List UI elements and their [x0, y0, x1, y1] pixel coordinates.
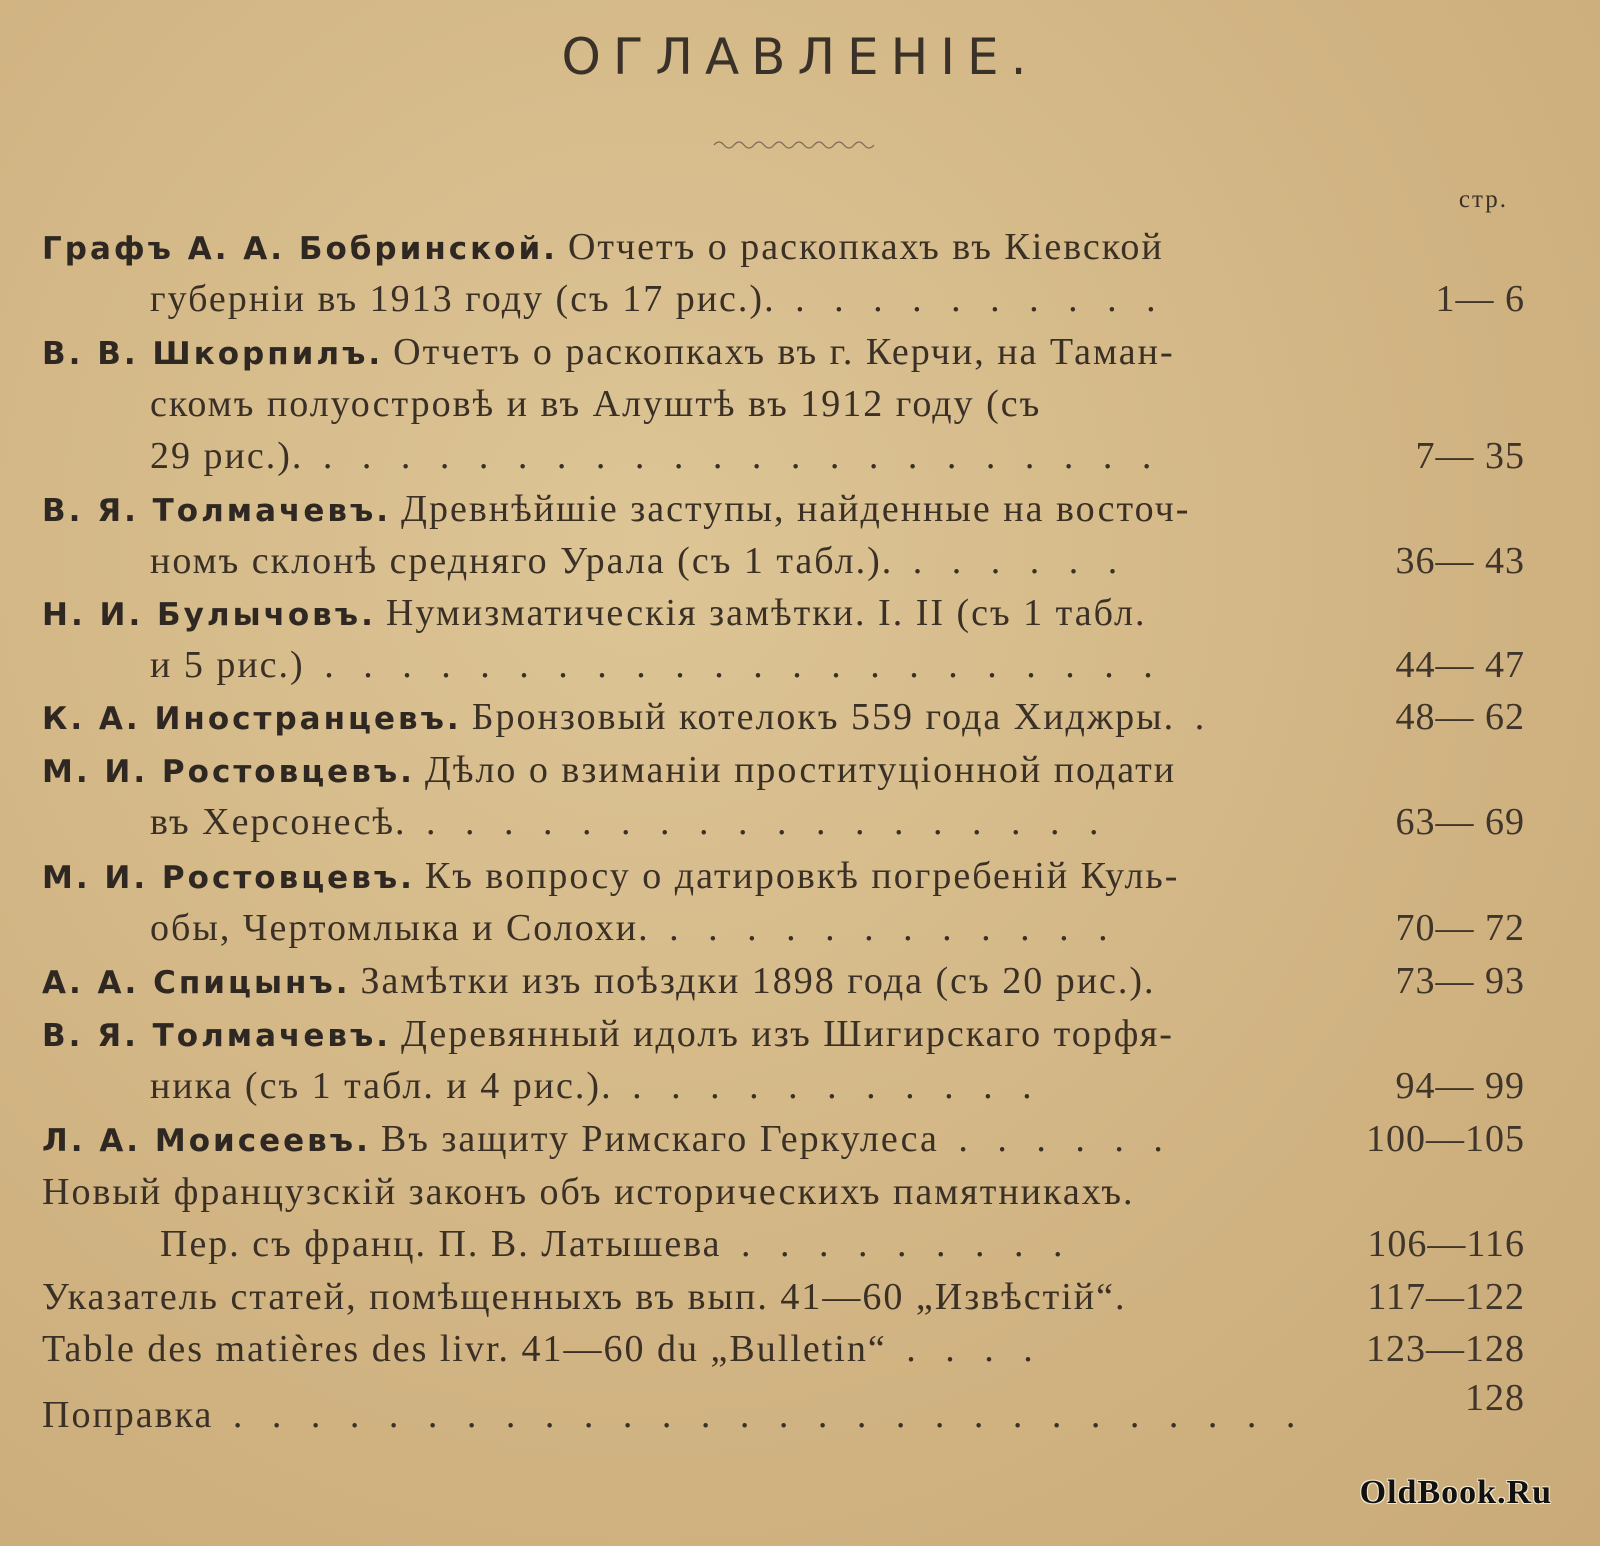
toc-entry-line — [42, 1113, 1173, 1165]
toc-entry-line — [42, 955, 1156, 1007]
entry-title: Нумизматическія замѣтки. I. II (съ 1 табл. — [385, 592, 1147, 634]
entry-title: въ Херсонесѣ. — [150, 801, 407, 843]
entry-title: обы, Чертомлыка и Солохи. — [150, 907, 650, 949]
toc-entry-line — [150, 430, 1161, 482]
leader-dots: . . . . . . — [893, 540, 1128, 582]
entry-pages: 44— 47 — [1395, 644, 1525, 686]
entry-author: А. А. Спицынъ. — [42, 965, 351, 1001]
entry-author: В. В. Шкорпилъ. — [42, 336, 384, 372]
entry-pages: 128 — [1465, 1377, 1525, 1419]
entry-title: Древнѣйшіе заступы, найденные на восточ- — [401, 488, 1191, 530]
entry-title: Поправка — [42, 1394, 214, 1436]
toc-entry-line — [42, 326, 1175, 378]
toc-entry-line — [150, 639, 1163, 691]
leader-dots: . . . . . . . . . — [721, 1223, 1073, 1265]
entry-author: В. Я. Толмачевъ. — [42, 493, 392, 529]
leader-dots: . . . . . . . . . . . . . . . . . . . . . . — [303, 435, 1162, 477]
entry-title: Новый французскій законъ объ историческихъ памятникахъ. — [42, 1171, 1135, 1213]
entry-pages: 7— 35 — [1415, 435, 1525, 477]
toc-entry-line — [42, 483, 1190, 535]
entry-pages: 123—128 — [1366, 1328, 1525, 1370]
entry-pages: 94— 99 — [1395, 1065, 1525, 1107]
entry-title: скомъ полуостровѣ и въ Алуштѣ въ 1912 году (съ — [150, 383, 1042, 425]
entry-author: В. Я. Толмачевъ. — [42, 1018, 392, 1054]
entry-author: М. И. Ростовцевъ. — [42, 860, 415, 896]
toc-entry-line — [150, 902, 1118, 954]
entry-author: Графъ А. А. Бобринской. — [42, 231, 558, 267]
entry-pages: 73— 93 — [1395, 960, 1525, 1002]
toc-entry-line — [42, 744, 1176, 796]
entry-pages: 100—105 — [1366, 1118, 1525, 1160]
toc-entry-line — [150, 1060, 1042, 1112]
entry-title: Отчетъ о раскопкахъ въ Кіевской — [567, 226, 1164, 268]
toc-entry-line — [42, 691, 1214, 743]
leader-dots: . . . . . . . . . . . . . . . . . . . . . . — [304, 644, 1163, 686]
toc-entry-line — [150, 273, 1166, 325]
entry-title: губерніи въ 1913 году (съ 17 рис.). — [150, 278, 776, 320]
entry-pages: 63— 69 — [1395, 801, 1525, 843]
entry-pages: 117—122 — [1367, 1276, 1525, 1318]
entry-pages: 106—116 — [1367, 1223, 1525, 1265]
entry-title: Замѣтки изъ поѣздки 1898 года (съ 20 рис.). — [360, 960, 1156, 1002]
entry-author: Л. А. Моисеевъ. — [42, 1123, 371, 1159]
entry-title: номъ склонѣ средняго Урала (съ 1 табл.). — [150, 540, 894, 582]
toc-entry-line — [150, 378, 1041, 430]
leader-dots: . . . . . . . . . . . . — [649, 907, 1118, 949]
title-ornament — [712, 138, 877, 152]
toc-entry-line — [150, 535, 1127, 587]
toc-entry-line — [42, 1166, 1134, 1218]
entry-title: Дѣло о взиманіи проституціонной подати — [424, 749, 1177, 791]
entry-title: Отчетъ о раскопкахъ въ г. Керчи, на Таман- — [393, 331, 1175, 373]
entry-title: Пер. съ франц. П. В. Латышева — [160, 1223, 722, 1265]
toc-entry-line — [160, 1218, 1073, 1270]
entry-title: 29 рис.). — [150, 435, 304, 477]
entry-title: ника (съ 1 табл. и 4 рис.). — [150, 1065, 613, 1107]
toc-entry-line — [42, 1323, 1043, 1375]
entry-title: и 5 рис.) — [150, 644, 305, 686]
page-title: ОГЛАВЛЕНІЕ. — [561, 28, 1039, 86]
entry-author: М. И. Ростовцевъ. — [42, 754, 415, 790]
entry-title: Къ вопросу о датировкѣ погребеній Куль- — [424, 855, 1180, 897]
entry-title: Деревянный идолъ изъ Шигирскаго торфя- — [401, 1013, 1174, 1055]
leader-dots: . . . . . . — [938, 1118, 1173, 1160]
leader-dots: . . . . . . . . . . . — [612, 1065, 1042, 1107]
toc-entry-line — [150, 796, 1108, 848]
leader-dots: . — [1175, 696, 1215, 738]
entry-author: К. А. Иностранцевъ. — [42, 701, 462, 737]
entry-title: Table des matières des livr. 41—60 du „Bulletin“ — [42, 1328, 887, 1370]
entry-title: Въ защиту Римскаго Геркулеса — [380, 1118, 939, 1160]
toc-entry-line — [42, 221, 1164, 273]
entry-pages: 70— 72 — [1395, 907, 1525, 949]
entry-author: Н. И. Булычовъ. — [42, 597, 376, 633]
leader-dots: . . . . . . . . . . . . . . . . . . — [406, 801, 1109, 843]
entry-title: Указатель статей, помѣщенныхъ въ вып. 41—60 „Извѣстій“. — [42, 1276, 1127, 1318]
toc-entry-line — [42, 850, 1179, 902]
entry-pages: 1— 6 — [1435, 278, 1525, 320]
leader-dots: . . . . . . . . . . . . . . . . . . . . . . . . . . . . — [213, 1394, 1306, 1436]
entry-title: Бронзовый котелокъ 559 года Хиджры. — [471, 696, 1176, 738]
toc-entry-line — [42, 1389, 1305, 1441]
toc-entry-line — [42, 1271, 1127, 1323]
watermark: OldBook.Ru — [1359, 1474, 1552, 1511]
toc-entry-line — [42, 1008, 1174, 1060]
page-column-label: стр. — [1458, 186, 1508, 213]
leader-dots: . . . . — [886, 1328, 1043, 1370]
entry-pages: 36— 43 — [1395, 540, 1525, 582]
toc-entry-line — [42, 587, 1146, 639]
entry-pages: 48— 62 — [1395, 696, 1525, 738]
leader-dots: . . . . . . . . . . — [775, 278, 1166, 320]
